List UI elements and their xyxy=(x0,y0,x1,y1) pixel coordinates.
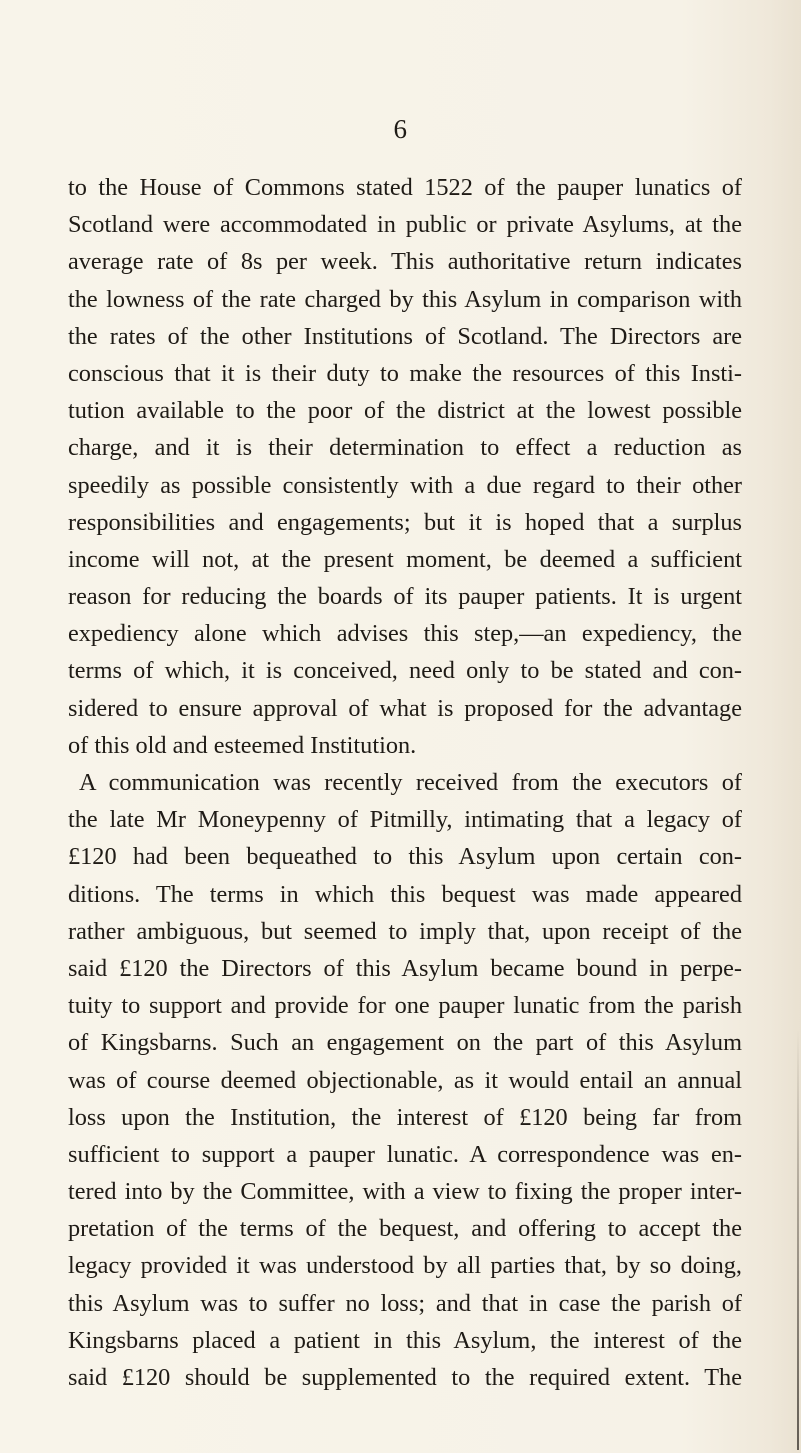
text-line: average rate of 8s per week. This authoritative return indicates xyxy=(68,248,742,276)
text-line: charge, and it is their determination to effect a reduction as xyxy=(68,434,742,462)
page-edge-shadow xyxy=(797,1030,799,1450)
text-line: income will not, at the present moment, be deemed a sufficient xyxy=(68,545,742,573)
text-line: reason for reducing the boards of its pauper patients. It is urgent xyxy=(68,583,742,611)
text-line: of Kingsbarns. Such an engagement on the part of this Asylum xyxy=(68,1029,742,1057)
text-line: £120 had been bequeathed to this Asylum upon certain con- xyxy=(68,843,742,871)
text-line: conscious that it is their duty to make the resources of this Insti- xyxy=(68,359,742,387)
text-line: this Asylum was to suffer no loss; and that in case the parish of xyxy=(68,1289,742,1317)
body-text xyxy=(68,169,742,1396)
text-line: loss upon the Institution, the interest of £120 being far from xyxy=(68,1103,742,1131)
text-line: sidered to ensure approval of what is proposed for the advantage xyxy=(68,694,742,722)
paragraph-start-line: A communication was recently received from the executors of xyxy=(79,769,742,796)
text-line: tution available to the poor of the district at the lowest possible xyxy=(68,397,742,425)
text-line: tered into by the Committee, with a view to fixing the proper inter- xyxy=(68,1178,742,1206)
text-line: terms of which, it is conceived, need only to be stated and con- xyxy=(68,657,742,685)
text-line: said £120 the Directors of this Asylum became bound in perpe- xyxy=(68,954,742,982)
text-line: the late Mr Moneypenny of Pitmilly, intimating that a legacy of xyxy=(68,806,742,834)
text-line: was of course deemed objectionable, as it would entail an annual xyxy=(68,1066,742,1094)
text-line: said £120 should be supplemented to the required extent. The xyxy=(68,1364,742,1391)
text-line: the lowness of the rate charged by this Asylum in comparison with xyxy=(68,285,742,313)
text-line: rather ambiguous, but seemed to imply that, upon receipt of the xyxy=(68,917,742,945)
text-line: sufficient to support a pauper lunatic. A correspondence was en- xyxy=(68,1140,742,1168)
page-number: 6 xyxy=(393,114,408,144)
text-line: tuity to support and provide for one pauper lunatic from the parish xyxy=(68,992,742,1020)
text-line: Kingsbarns placed a patient in this Asylum, the interest of the xyxy=(68,1326,742,1354)
text-line: responsibilities and engagements; but it is hoped that a surplus xyxy=(68,508,742,536)
text-line: ditions. The terms in which this bequest was made appeared xyxy=(68,880,742,908)
text-line: expediency alone which advises this step,—an expediency, the xyxy=(68,620,742,648)
text-line: to the House of Commons stated 1522 of the pauper lunatics of xyxy=(68,174,742,201)
paragraph-end-line: of this old and esteemed Institution. xyxy=(68,731,417,759)
text-line: the rates of the other Institutions of Scotland. The Directors are xyxy=(68,322,742,350)
text-line: legacy provided it was understood by all parties that, by so doing, xyxy=(68,1252,742,1280)
text-line: speedily as possible consistently with a due regard to their other xyxy=(68,471,742,499)
text-line: pretation of the terms of the bequest, and offering to accept the xyxy=(68,1215,742,1243)
text-line: Scotland were accommodated in public or private Asylums, at the xyxy=(68,211,742,239)
